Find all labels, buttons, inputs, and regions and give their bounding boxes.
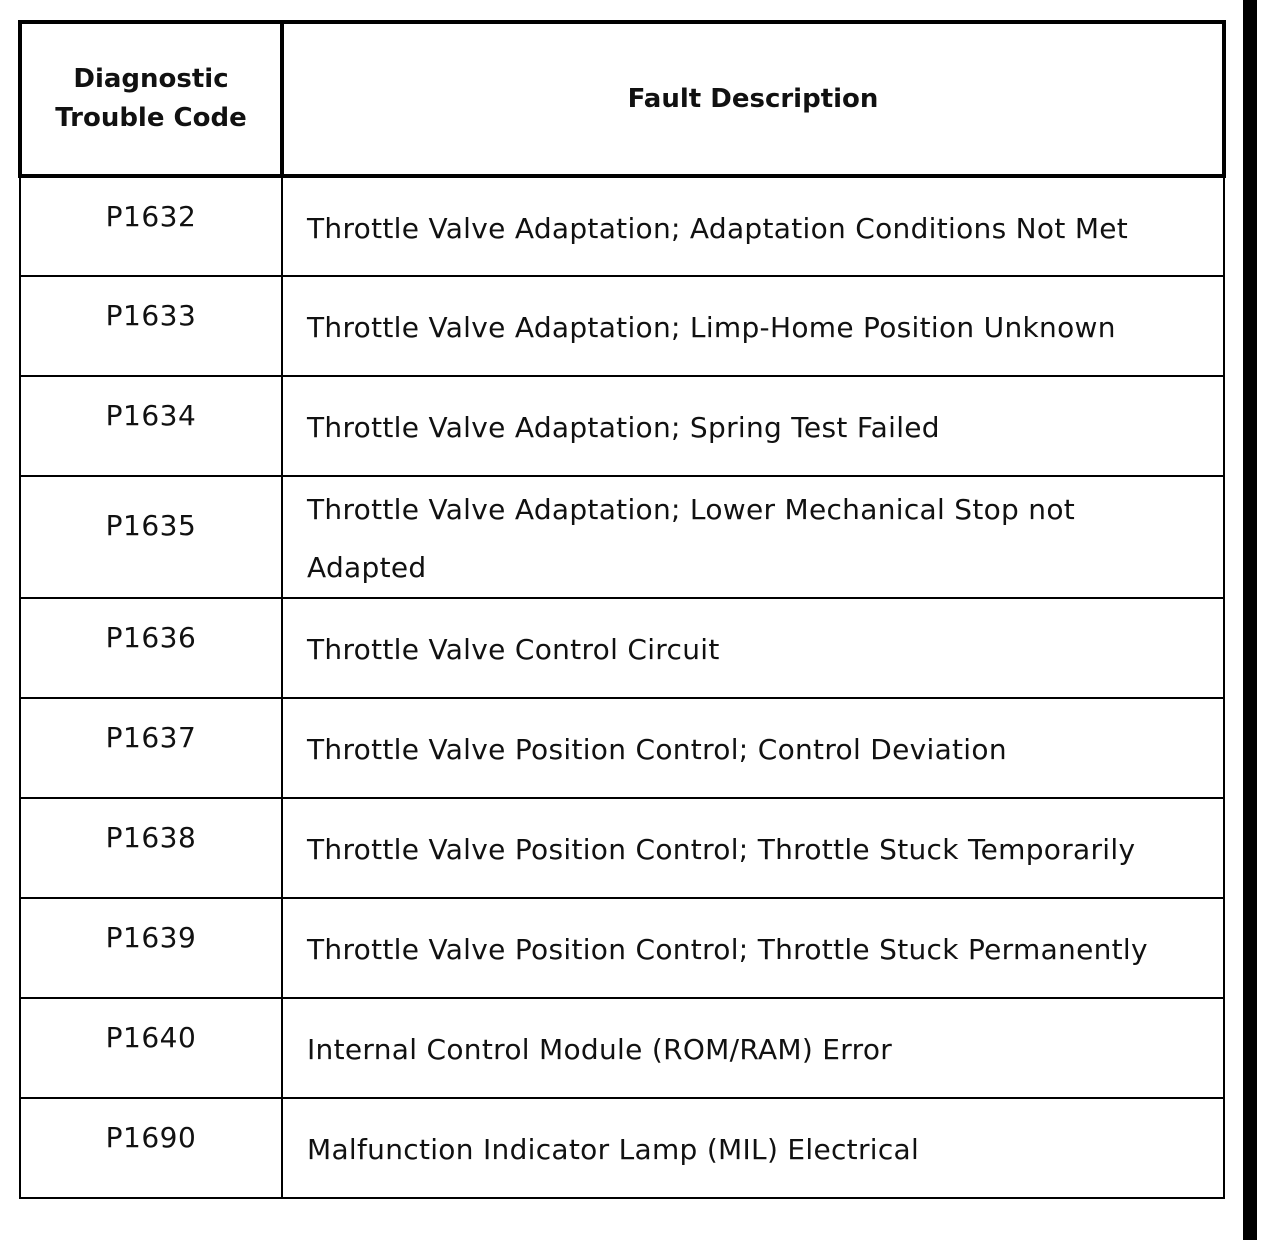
table-row [20, 176, 1224, 276]
dtc-code: P1633 [20, 276, 282, 376]
table-row [20, 898, 1224, 998]
fault-description: Throttle Valve Adaptation; Spring Test Failed [282, 376, 1224, 476]
dtc-code: P1634 [20, 376, 282, 476]
fault-description: Malfunction Indicator Lamp (MIL) Electrical [282, 1098, 1224, 1198]
dtc-table [18, 20, 1226, 1199]
table-row [20, 376, 1224, 476]
dtc-code: P1632 [20, 176, 282, 276]
dtc-code: P1637 [20, 698, 282, 798]
header-fault-description: Fault Description [282, 22, 1224, 176]
header-code-label: Diagnostic Trouble Code [55, 64, 247, 133]
table-row [20, 798, 1224, 898]
table-row [20, 276, 1224, 376]
table-row [20, 998, 1224, 1098]
fault-description: Throttle Valve Position Control; Control Deviation [282, 698, 1224, 798]
dtc-code: P1690 [20, 1098, 282, 1198]
fault-description: Throttle Valve Position Control; Throttle Stuck Temporarily [282, 798, 1224, 898]
table-row [20, 598, 1224, 698]
dtc-code: P1635 [20, 476, 282, 598]
table-row [20, 698, 1224, 798]
table-header-row [20, 22, 1224, 176]
page-edge-bar [1243, 0, 1257, 1240]
dtc-code: P1638 [20, 798, 282, 898]
fault-description: Throttle Valve Adaptation; Limp-Home Position Unknown [282, 276, 1224, 376]
fault-description: Internal Control Module (ROM/RAM) Error [282, 998, 1224, 1098]
table-row [20, 476, 1224, 598]
dtc-code: P1640 [20, 998, 282, 1098]
dtc-code: P1636 [20, 598, 282, 698]
header-diagnostic-trouble-code [20, 22, 282, 176]
fault-description: Throttle Valve Adaptation; Lower Mechanical Stop not Adapted [282, 476, 1224, 598]
fault-description: Throttle Valve Adaptation; Adaptation Conditions Not Met [282, 176, 1224, 276]
fault-description: Throttle Valve Position Control; Throttle Stuck Permanently [282, 898, 1224, 998]
table-row [20, 1098, 1224, 1198]
dtc-code: P1639 [20, 898, 282, 998]
fault-description: Throttle Valve Control Circuit [282, 598, 1224, 698]
